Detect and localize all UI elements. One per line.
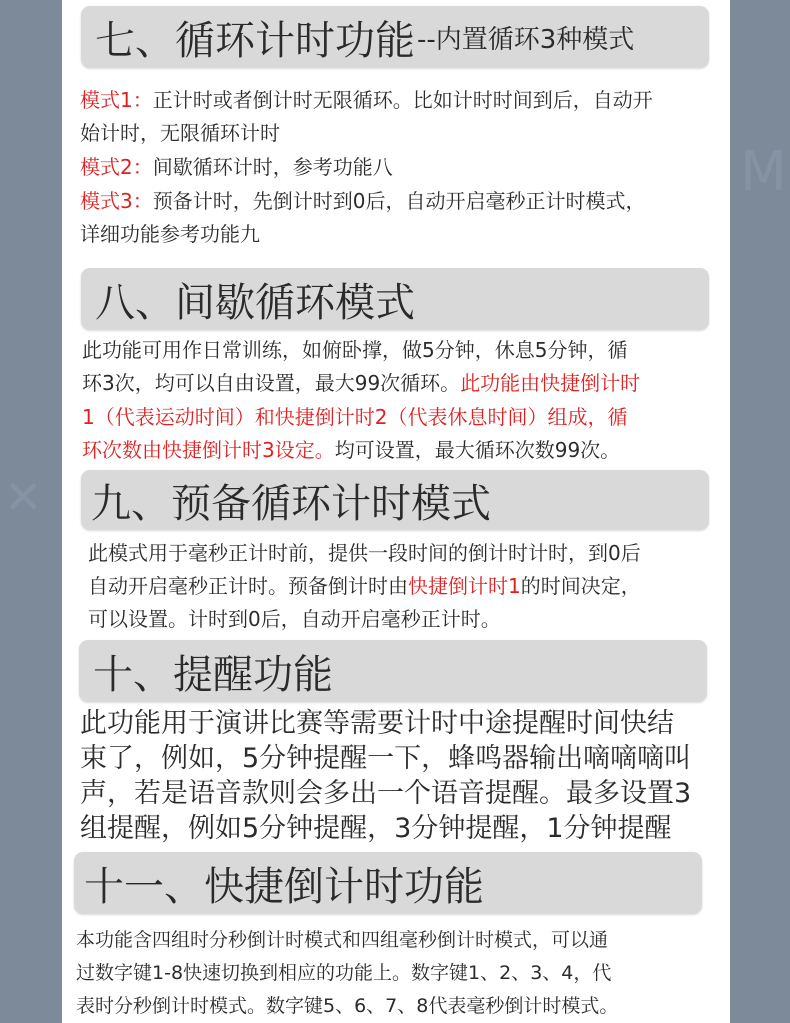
section-8-line3: 1（代表运动时间）和快捷倒计时2（代表休息时间）组成，循	[82, 405, 628, 429]
section-11-line3: 表时分秒倒计时模式。数字键5、6、7、8代表毫秒倒计时模式。	[76, 995, 619, 1017]
section-10-line3: 声，若是语音款则会多出一个语音提醒。最多设置3	[80, 778, 692, 809]
section-11-line1: 本功能含四组时分秒倒计时模式和四组毫秒倒计时模式，可以通	[76, 929, 609, 951]
section-9-line2	[88, 572, 641, 600]
section-8-line1: 此功能可用作日常训练，如俯卧撑，做5分钟，休息5分钟，循	[82, 338, 628, 362]
section-10-header	[79, 640, 707, 702]
section-7-mode2	[80, 153, 393, 181]
mode1-label: 模式1：	[80, 88, 153, 112]
section-9-line3: 可以设置。计时到0后，自动开启毫秒正计时。	[88, 607, 501, 631]
section-9-line1: 此模式用于毫秒正计时前，提供一段时间的倒计时计时，到0后	[88, 541, 641, 565]
section-9-title: 九、预备循环计时模式	[91, 480, 491, 527]
section-8-line4-highlight: 环次数由快捷倒计时3设定。	[82, 438, 335, 462]
section-9-line2-a: 自动开启毫秒正计时。预备倒计时由	[88, 574, 408, 598]
mode3-text: 预备计时，先倒计时到0后，自动开启毫秒正计时模式，	[152, 189, 646, 213]
section-11-title: 十一、快捷倒计时功能	[84, 863, 484, 910]
section-7-mode1-line2: 始计时，无限循环计时	[80, 121, 280, 145]
mode3-label: 模式3：	[80, 189, 153, 213]
section-8-line2	[82, 369, 640, 397]
background-decoration-left: ✕	[4, 470, 43, 524]
section-9-line2-c: 的时间决定，	[520, 574, 641, 598]
section-8-line2-text: 环3次，均可以自由设置，最大99次循环。	[82, 371, 461, 395]
mode1-text: 正计时或者倒计时无限循环。比如计时时间到后，自动开	[152, 88, 653, 112]
section-7-mode3-line1	[80, 187, 645, 215]
section-8-header	[81, 268, 709, 330]
section-10-line4: 组提醒，例如5分钟提醒，3分钟提醒，1分钟提醒	[80, 813, 672, 844]
section-11-line2: 过数字键1-8快速切换到相应的功能上。数字键1、2、3、4，代	[76, 962, 612, 984]
section-7-subtitle: --内置循环3种模式	[417, 24, 635, 55]
section-10-line2: 束了，例如，5分钟提醒一下，蜂鸣器输出嘀嘀嘀叫	[80, 743, 692, 774]
section-8-line2-highlight: 此功能由快捷倒计时	[460, 371, 641, 395]
section-8-line4-text: 均可设置，最大循环次数99次。	[334, 438, 621, 462]
section-9-line2-highlight: 快捷倒计时1	[408, 574, 521, 598]
section-8-line4	[82, 436, 620, 464]
background-decoration-right: M	[740, 140, 787, 203]
section-8-title: 八、间歇循环模式	[95, 279, 415, 326]
section-7-header	[81, 6, 709, 68]
section-7-mode3-line2: 详细功能参考功能九	[80, 222, 260, 246]
section-7-mode1-line1	[80, 86, 653, 114]
section-7-title: 七、循环计时功能	[95, 17, 415, 64]
section-10-line1: 此功能用于演讲比赛等需要计时中途提醒时间快结	[80, 708, 674, 739]
mode2-label: 模式2：	[80, 155, 153, 179]
section-10-title: 十、提醒功能	[93, 651, 333, 698]
mode2-text: 间歇循环计时，参考功能八	[152, 155, 393, 179]
section-9-header	[81, 470, 709, 530]
section-11-header	[74, 852, 702, 914]
